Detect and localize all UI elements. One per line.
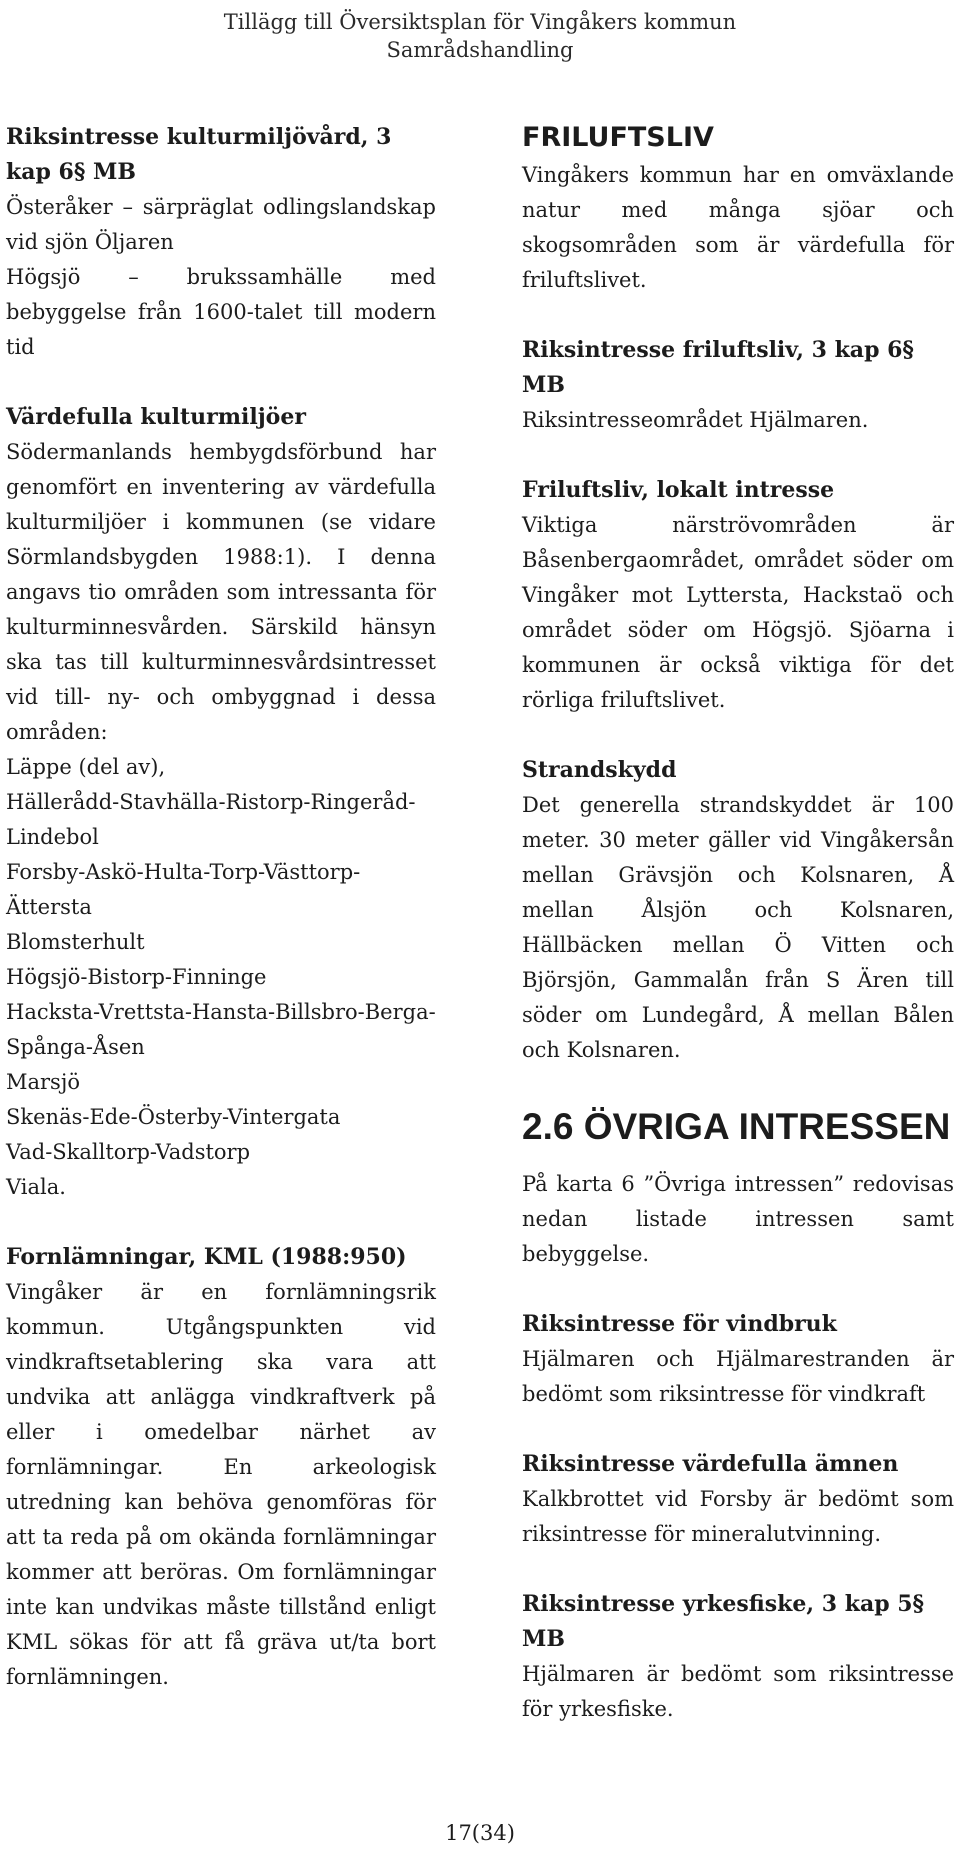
paragraph: Hjälmaren och Hjälmarestranden är bedömt som riksintresse för vindkraft (522, 1347, 954, 1406)
area-list (6, 750, 436, 1205)
list-item: Högsjö-Bistorp-Finninge (6, 965, 267, 989)
section-fornlamningar (6, 1240, 436, 1695)
section-heading: Riksintresse friluftsliv, 3 kap 6§ MB (522, 337, 914, 398)
list-item: Marsjö (6, 1070, 80, 1094)
paragraph: Högsjö – brukssamhälle med bebyggelse från 1600-talet till modern tid (6, 265, 436, 359)
paragraph: Vingåker är en fornlämningsrik kommun. Utgångspunkten vid vindkraftsetablering ska vara att undvika att anlägga vindkraftverk på eller i omedelbar närhet av fornlämningar. En arkeologisk utredning kan behöva genomföras för att ta reda på om okända fornlämningar kommer att beröras. Om fornlämningar inte kan undvikas måste tillstånd enligt KML sökas för att få gräva ut/ta bort fornlämningen. (6, 1280, 436, 1689)
section-vardefulla-kulturmiljoer (6, 400, 436, 1205)
paragraph: Södermanlands hembygdsförbund har genomfört en inventering av värdefulla kulturmiljöer i kommunen (se vidare Sörmlandsbygden 1988:1). I denna angavs tio områden som intressanta för kulturminnesvården. Särskild hänsyn ska tas till kulturminnesvårdsintresset vid till- ny- och ombyggnad i dessa områden: (6, 440, 436, 744)
list-item: Hällerådd-Stavhälla-Ristorp-Ringeråd-Lindebol (6, 790, 416, 849)
paragraph: Hjälmaren är bedömt som riksintresse för yrkesfiske. (522, 1662, 954, 1721)
paragraph: Vingåkers kommun har en omväxlande natur med många sjöar och skogsområden som är värdefulla för friluftslivet. (522, 163, 954, 292)
section-heading: Riksintresse värdefulla ämnen (522, 1451, 899, 1477)
list-item: Skenäs-Ede-Österby-Vintergata (6, 1105, 341, 1129)
list-item: Läppe (del av), (6, 755, 166, 779)
section-friluftsliv (522, 120, 954, 298)
section-heading: Riksintresse kulturmiljövård, 3 kap 6§ MB (6, 124, 392, 185)
paragraph: Riksintresseområdet Hjälmaren. (522, 408, 869, 432)
paragraph: Viktiga närströvområden är Båsenbergaområdet, området söder om Vingåker mot Lyttersta, Hackstaö och området söder om Högsjö. Sjöarna i kommunen är också viktiga för det rörliga friluftslivet. (522, 513, 954, 712)
paragraph: Österåker – särpräglat odlingslandskap vid sjön Öljaren (6, 195, 436, 254)
section-lokalt-intresse (522, 473, 954, 718)
section-kulturmiljovard (6, 120, 436, 365)
section-heading: Strandskydd (522, 757, 677, 783)
paragraph: Kalkbrottet vid Forsby är bedömt som riksintresse för mineralutvinning. (522, 1487, 954, 1546)
page-number: 17(34) (445, 1821, 515, 1845)
paragraph: Det generella strandskyddet är 100 meter. 30 meter gäller vid Vingåkersån mellan Grävsjön och Kolsnaren, Å mellan Ålsjön och Kolsnaren, Hällbäcken mellan Ö Vitten och Björsjön, Gammalån från S Ären till söder om Lundegård, Å mellan Bålen och Kolsnaren. (522, 793, 954, 1062)
section-heading: Riksintresse yrkesfiske, 3 kap 5§ MB (522, 1591, 925, 1652)
section-strandskydd (522, 753, 954, 1068)
chapter-heading: 2.6 ÖVRIGA INTRESSEN (522, 1106, 951, 1147)
paragraph: På karta 6 ”Övriga intressen” redovisas nedan listade intressen samt bebyggelse. (522, 1172, 954, 1266)
section-heading: Värdefulla kulturmiljöer (6, 404, 306, 430)
section-ovriga-intressen (522, 1103, 954, 1272)
page-header (0, 8, 960, 64)
section-riksintresse-friluftsliv (522, 333, 954, 438)
section-yrkesfiske (522, 1587, 954, 1727)
list-item: Viala. (6, 1175, 66, 1199)
list-item: Hacksta-Vrettsta-Hansta-Billsbro-Berga-Spånga-Åsen (6, 1000, 436, 1059)
list-item: Forsby-Askö-Hulta-Torp-Västtorp-Ättersta (6, 860, 361, 919)
section-vardefulla-amnen (522, 1447, 954, 1552)
section-vindbruk (522, 1307, 954, 1412)
section-heading: Riksintresse för vindbruk (522, 1311, 837, 1337)
section-heading: Fornlämningar, KML (1988:950) (6, 1244, 407, 1270)
list-item: Vad-Skalltorp-Vadstorp (6, 1140, 251, 1164)
left-column (6, 120, 436, 1730)
header-subtitle: Samrådshandling (386, 38, 574, 62)
chapter-heading: FRILUFTSLIV (522, 122, 714, 153)
header-title: Tillägg till Översiktsplan för Vingåkers kommun (223, 10, 737, 34)
list-item: Blomsterhult (6, 930, 145, 954)
section-heading: Friluftsliv, lokalt intresse (522, 477, 835, 503)
right-column (522, 120, 954, 1762)
